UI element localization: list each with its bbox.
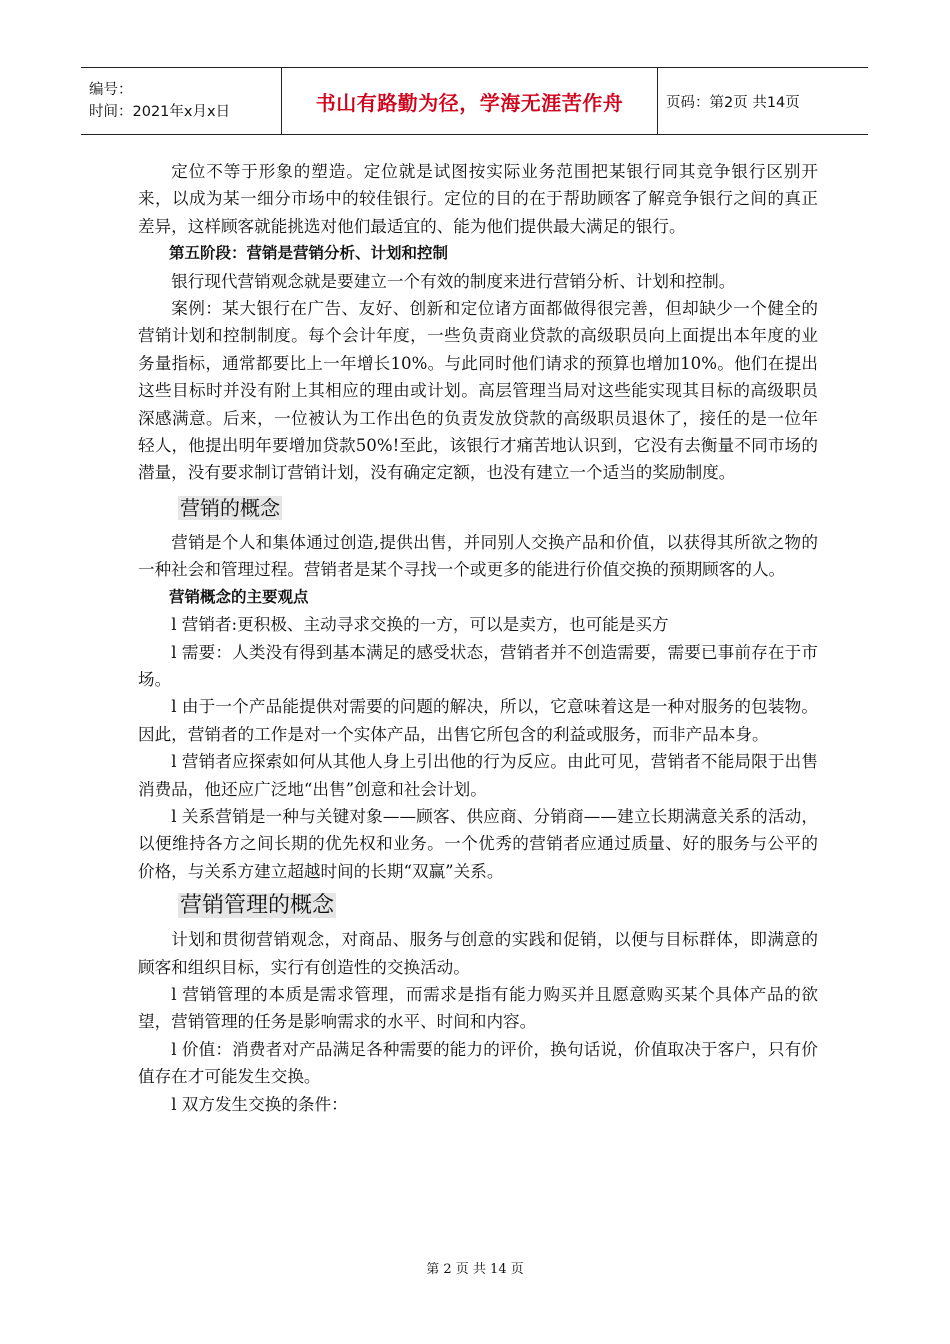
- paragraph-modern-concept: 银行现代营销观念就是要建立一个有效的制度来进行营销分析、计划和控制。: [171, 271, 736, 291]
- bullet-demand-management: l 营销管理的本质是需求管理，而需求是指有能力购买并且愿意购买某个具体产品的欲望，营销管理的任务是影响需求的水平、时间和内容。: [138, 984, 818, 1032]
- stage-five-heading: 第五阶段：营销是营销分析、计划和控制: [169, 244, 449, 263]
- section-heading-marketing-concept: 营销的概念: [180, 495, 280, 520]
- bullet-product: l 由于一个产品能提供对需要的问题的解决，所以，它意味着这是一种对服务的包装物。因此，营销者的工作是对一个实体产品，出售它所包含的利益或服务，而非产品本身。: [138, 697, 818, 744]
- bullet-exchange-conditions: l 双方发生交换的条件：: [171, 1094, 348, 1114]
- page-header: [81, 67, 868, 135]
- header-motto-cell: [282, 68, 658, 134]
- subheading-main-views: 营销概念的主要观点: [169, 587, 309, 606]
- number-label: 编号：: [89, 82, 133, 98]
- bullet-value: l 价值：消费者对产品满足各种需要的能力的评价，换句话说，价值取决于客户，只有价值存在才可能发生交换。: [138, 1039, 818, 1087]
- bullet-needs: l 需要：人类没有得到基本满足的感受状态，营销者并不创造需要，需要已事前存在于市场。: [138, 642, 818, 689]
- paragraph-case-study: 案例：某大银行在广告、友好、创新和定位诸方面都做得很完善，但却缺少一个健全的营销计划和控制制度。每个会计年度，一些负责商业贷款的高级职员向上面提出本年度的业务量指标，通常都要比上一年增长10%。与此同时他们请求的预算也增加10%。他们在提出这些目标时并没有附上其相应的理由或计划。高层管理当局对这些能实现其目标的高级职员深感满意。后来，一位被认为工作出色的负责发放贷款的高级职员退休了，接任的是一位年轻人，他提出明年要增加贷款50%!至此，该银行才痛苦地认识到，它没有去衡量不同市场的潜量，没有要求制订营销计划，没有确定定额，也没有建立一个适当的奖励制度。: [138, 299, 818, 483]
- bullet-relationship: l 关系营销是一种与关键对象——顾客、供应商、分销商——建立长期满意关系的活动，以便维持各方之间长期的优先权和业务。一个优秀的营销者应通过质量、好的服务与公平的价格，与关系方建立超越时间的长期“双赢”关系。: [138, 806, 818, 881]
- document-body: [138, 158, 818, 1118]
- paragraph-marketing-definition: 营销是个人和集体通过创造,提供出售，并同别人交换产品和价值，以获得其所欲之物的一种社会和管理过程。营销者是某个寻找一个或更多的能进行价值交换的预期顾客的人。: [138, 532, 818, 580]
- paragraph-positioning: 定位不等于形象的塑造。定位就是试图按实际业务范围把某银行同其竞争银行区别开来，以成为某一细分市场中的较佳银行。定位的目的在于帮助顾客了解竞争银行之间的真正差异，这样顾客就能挑选对他们最适宜的、能为他们提供最大满足的银行。: [138, 162, 818, 236]
- bullet-behavior: l 营销者应探索如何从其他人身上引出他的行为反应。由此可见，营销者不能局限于出售消费品，他还应广泛地“出售”创意和社会计划。: [138, 752, 818, 799]
- paragraph-management-definition: 计划和贯彻营销观念，对商品、服务与创意的实践和促销，以便与目标群体，即满意的顾客和组织目标，实行有创造性的交换活动。: [138, 930, 818, 977]
- time-label: 时间：2021年x月x日: [89, 104, 231, 120]
- bullet-marketer: l 营销者:更积极、主动寻求交换的一方，可以是卖方，也可能是买方: [171, 615, 669, 635]
- section-heading-marketing-management: 营销管理的概念: [180, 893, 335, 919]
- header-motto: 书山有路勤为径，学海无涯苦作舟: [315, 90, 624, 115]
- header-meta: [81, 68, 282, 134]
- header-page-info: 页码：第2页 共14页: [666, 94, 800, 111]
- page-footer: 第 2 页 共 14 页: [426, 1262, 524, 1277]
